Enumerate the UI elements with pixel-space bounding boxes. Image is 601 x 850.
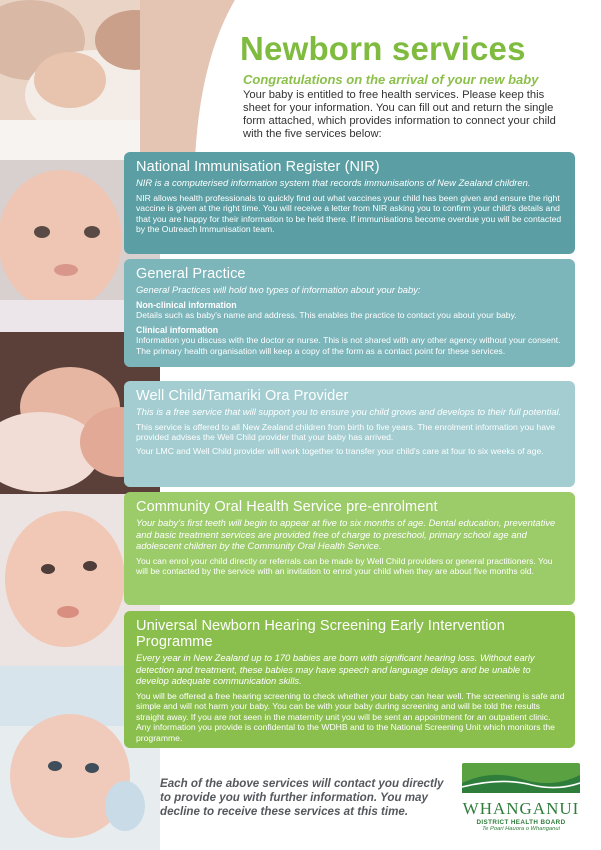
mountain-river-logo-icon — [462, 763, 580, 793]
service-lead: Every year in New Zealand up to 170 babies are born with significant hearing loss. Without early detection and treatment, these babies may have speech and language delays and be unable to develop adequate communication skills. — [136, 652, 535, 686]
service-title: General Practice — [136, 266, 246, 282]
baby-photo-1 — [0, 0, 160, 160]
service-lead: This is a free service that will support you to ensure you child grows and develops to their full potential. — [136, 406, 562, 417]
logo-board: DISTRICT HEALTH BOARD — [476, 819, 566, 826]
service-paragraph: You can enrol your child directly or referrals can be made by Well Child providers or general practitioners. You will be contacted by the service with an invitation to enrol your child when they are about five months old. — [136, 555, 553, 577]
service-subheading: Clinical information — [136, 324, 219, 335]
header-photo-curve — [140, 0, 250, 160]
service-paragraph: Details such as baby's name and address. This enables the practice to contact you about your baby. — [136, 310, 517, 321]
logo-name: WHANGANUI — [462, 799, 580, 818]
service-paragraph: NIR allows health professionals to quickly find out what vaccines your child has been given and ensure the right vaccine is given at the right time. You will receive a letter from NIR asking you to confirm your child's details and that you are happy for their information to be held there. If immunisations become overdue you will be contacted by the Outreach Immunisation team. — [136, 192, 562, 235]
service-box-oral-health — [124, 492, 575, 605]
service-title: Well Child/Tamariki Ora Provider — [136, 388, 349, 404]
service-lead: General Practices will hold two types of information about your baby: — [136, 284, 421, 295]
service-paragraph: You will be offered a free hearing screening to check whether your baby can hear well. The screening is safe and simple and will not harm your baby. You can be with your baby during screening and will be told the results straight away. If you are not seen in the maternity unit you will be sent an appointment for an outpatient clinic. Any information you provide is confidental to the WDHB and to the National Screening Unit which monitors the programme. — [136, 690, 565, 743]
service-subheading: Non-clinical information — [136, 299, 237, 310]
intro-text: Your baby is entitled to free health services. Please keep this sheet for your information. You can fill out and return the single form attached, which provides information to connect your child with the five services below: — [243, 89, 556, 140]
page-subtitle: Congratulations on the arrival of your new baby — [243, 72, 539, 87]
service-title: National Immunisation Register (NIR) — [136, 159, 380, 175]
service-paragraph: This service is offered to all New Zealand children from birth to five years. The enrolment information you have provided advises the Well Child provider that your baby has arrived. — [136, 421, 556, 443]
service-paragraph: Your LMC and Well Child provider will work together to transfer your child's care at four to six weeks of age. — [136, 445, 544, 456]
service-lead: NIR is a computerised information system that records immunisations of New Zealand children. — [136, 177, 531, 188]
page-title: Newborn services — [240, 30, 526, 67]
service-lead: Your baby's first teeth will begin to appear at five to six months of age. Dental education, preventative and basic treatment services are provided free of charge to preschool, primary school age and adolescent children by the Community Oral Health Service. — [136, 517, 556, 551]
whanganui-dhb-logo — [462, 763, 580, 839]
service-title: Community Oral Health Service pre-enrolment — [136, 499, 438, 515]
service-paragraph: Information you discuss with the doctor or nurse. This is not shared with any other agency without your consent. The primary health organisation will keep a copy of the form as a contact point for these services. — [136, 335, 561, 356]
service-box-nir — [124, 152, 575, 254]
service-box-general-practice — [124, 259, 575, 367]
service-box-well-child — [124, 381, 575, 487]
service-title: Universal Newborn Hearing Screening Early Intervention Programme — [136, 618, 505, 650]
footer-text: Each of the above services will contact you directly to provide you with further information. You may decline to receive these services at this time. — [160, 777, 444, 818]
service-box-hearing-screening — [124, 611, 575, 748]
logo-tagline: Te Poari Hauora o Whanganui — [482, 826, 560, 832]
